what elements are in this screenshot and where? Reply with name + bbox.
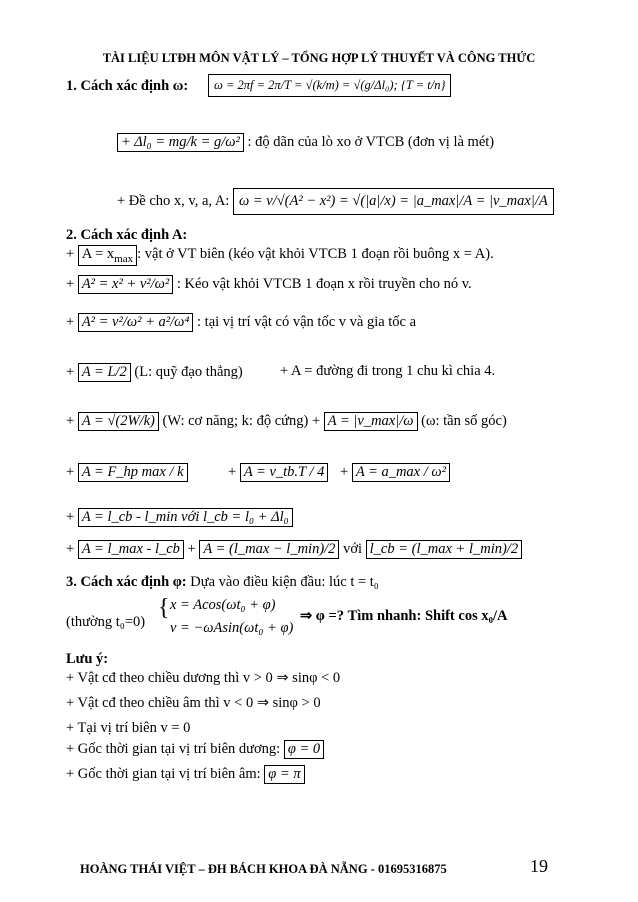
- section-3-title: 3. Cách xác định φ:: [66, 574, 187, 590]
- system-brace: {: [158, 595, 170, 621]
- section-2-title: 2. Cách xác định A:: [66, 227, 188, 243]
- note-5-box: φ = π: [264, 765, 304, 784]
- a-row-3-desc: : tại vị trí vật có vận tốc v và gia tốc a: [197, 314, 417, 330]
- omega-formula: ω = 2πf = 2π/T = √(k/m) = √(g/Δl₀); {T = t/n}: [208, 74, 451, 97]
- a-row-3: + A² = v²/ω² + a²/ω⁴ : tại vị trí vật có vận tốc v và gia tốc a: [66, 314, 417, 330]
- a-row-1-desc: : vật ở VT biên (kéo vật khỏi VTCB 1 đoạn rồi buông x = A).: [137, 246, 494, 262]
- a-row-5: + A = √(2W/k) (W: cơ năng; k: độ cứng) + A = |v_max|/ω (ω: tần số góc): [66, 413, 507, 429]
- a-row-6b: + A = v_tb.T / 4: [228, 463, 328, 482]
- phi-result: ⇒ φ =? Tìm nhanh: Shift cos x₀/A: [300, 608, 508, 624]
- a-row-5-desc: (W: cơ năng; k: độ cứng): [162, 413, 309, 429]
- page-header: TÀI LIỆU LTĐH MÔN VẬT LÝ – TỔNG HỢP LÝ THUYẾT VÀ CÔNG THỨC: [102, 51, 536, 65]
- note-5-text: + Gốc thời gian tại vị trí biên âm:: [66, 766, 261, 782]
- page-number: 19: [530, 856, 548, 876]
- a-row-6c: + A = a_max / ω²: [340, 463, 450, 482]
- phi-condition: (thường t₀=0): [66, 614, 146, 630]
- a-row-4b: + A = đường đi trong 1 chu kì chia 4.: [280, 363, 496, 379]
- phi-system-2: v = −ωAsin(ωt₀ + φ): [170, 620, 294, 636]
- a-row-1: + $A = x_{max}$ : vật ở VT biên (kéo vật khỏi VTCB 1 đoạn rồi buông x = A).: [66, 246, 494, 265]
- a-row-2-desc: : Kéo vật khỏi VTCB 1 đoạn x rồi truyền cho nó v.: [176, 276, 472, 292]
- a-row-4: + A = L/2 (L: quỹ đạo thẳng): [66, 364, 243, 380]
- phi-system-1: x = Acos(ωt₀ + φ): [170, 597, 276, 613]
- delta-l0-desc: : độ dãn của lò xo ở VTCB (đơn vị là mét): [247, 134, 495, 150]
- a-row-2: + A² = x² + v²/ω² : Kéo vật khỏi VTCB 1 đoạn x rồi truyền cho nó v.: [66, 276, 472, 292]
- note-4: [66, 740, 324, 759]
- section-3-heading: [66, 574, 379, 591]
- a-row-8a-formula: A = l_max - l_cb: [78, 540, 184, 559]
- note-4-text: + Gốc thời gian tại vị trí biên dương:: [66, 741, 281, 757]
- note-5: [66, 765, 305, 784]
- section-1-title: 1. Cách xác định ω:: [66, 78, 189, 94]
- note-4-box: φ = 0: [284, 740, 324, 759]
- a-row-5b-desc: (ω: tần số góc): [421, 413, 507, 429]
- given-lead: + Đề cho x, v, a, A:: [117, 193, 230, 209]
- a-row-4-formula: A = L/2: [78, 363, 131, 382]
- a-row-7-formula: A = l_cb - l_min với l_cb = l₀ + Δl₀: [78, 508, 293, 527]
- a-row-8c-formula: l_cb = (l_max + l_min)/2: [366, 540, 522, 559]
- page-footer: HOÀNG THÁI VIỆT – ĐH BÁCH KHOA ĐÀ NẴNG - 01695316875: [80, 862, 447, 876]
- given-row: [117, 188, 554, 215]
- section-3-desc: Dựa vào điều kiện đầu: lúc t = t₀: [190, 574, 379, 590]
- a-row-5-formula: A = √(2W/k): [78, 412, 159, 431]
- delta-l0-formula: + Δl₀ = mg/k = g/ω²: [117, 133, 244, 152]
- a-row-8: + A = l_max - l_cb + A = (l_max − l_min)/2 với l_cb = (l_max + l_min)/2: [66, 540, 522, 559]
- a-row-5b-formula: A = |v_max|/ω: [324, 412, 418, 431]
- a-row-8-with: với: [343, 541, 363, 557]
- given-formula: ω = v/√(A² − x²) = √(|a|/x) = |a_max|/A = |v_max|/A: [233, 188, 554, 215]
- note-3: + Tại vị trí biên v = 0: [66, 720, 191, 736]
- a-row-4-desc: (L: quỹ đạo thẳng): [134, 364, 243, 380]
- a-xmax-sub: max: [114, 252, 134, 265]
- note-2: + Vật cđ theo chiều âm thì v < 0 ⇒ sinφ > 0: [66, 695, 321, 711]
- a-row-3-formula: A² = v²/ω² + a²/ω⁴: [78, 313, 194, 332]
- notes-title: Lưu ý:: [66, 651, 109, 667]
- a-xmax-box: [78, 245, 137, 266]
- a-row-7: + A = l_cb - l_min với l_cb = l₀ + Δl₀: [66, 508, 293, 527]
- a-row-8b-formula: A = (l_max − l_min)/2: [199, 540, 339, 559]
- delta-l0-row: [117, 133, 494, 152]
- note-1: + Vật cđ theo chiều dương thì v > 0 ⇒ sinφ < 0: [66, 670, 341, 686]
- a-xmax-text: A = x: [81, 246, 115, 262]
- a-row-2-formula: A² = x² + v²/ω²: [78, 275, 173, 294]
- a-row-6c-formula: A = a_max / ω²: [352, 463, 450, 482]
- a-row-6b-formula: A = v_tb.T / 4: [240, 463, 329, 482]
- a-row-6a-formula: A = F_hp max / k: [78, 463, 188, 482]
- a-row-6: + A = F_hp max / k: [66, 463, 188, 482]
